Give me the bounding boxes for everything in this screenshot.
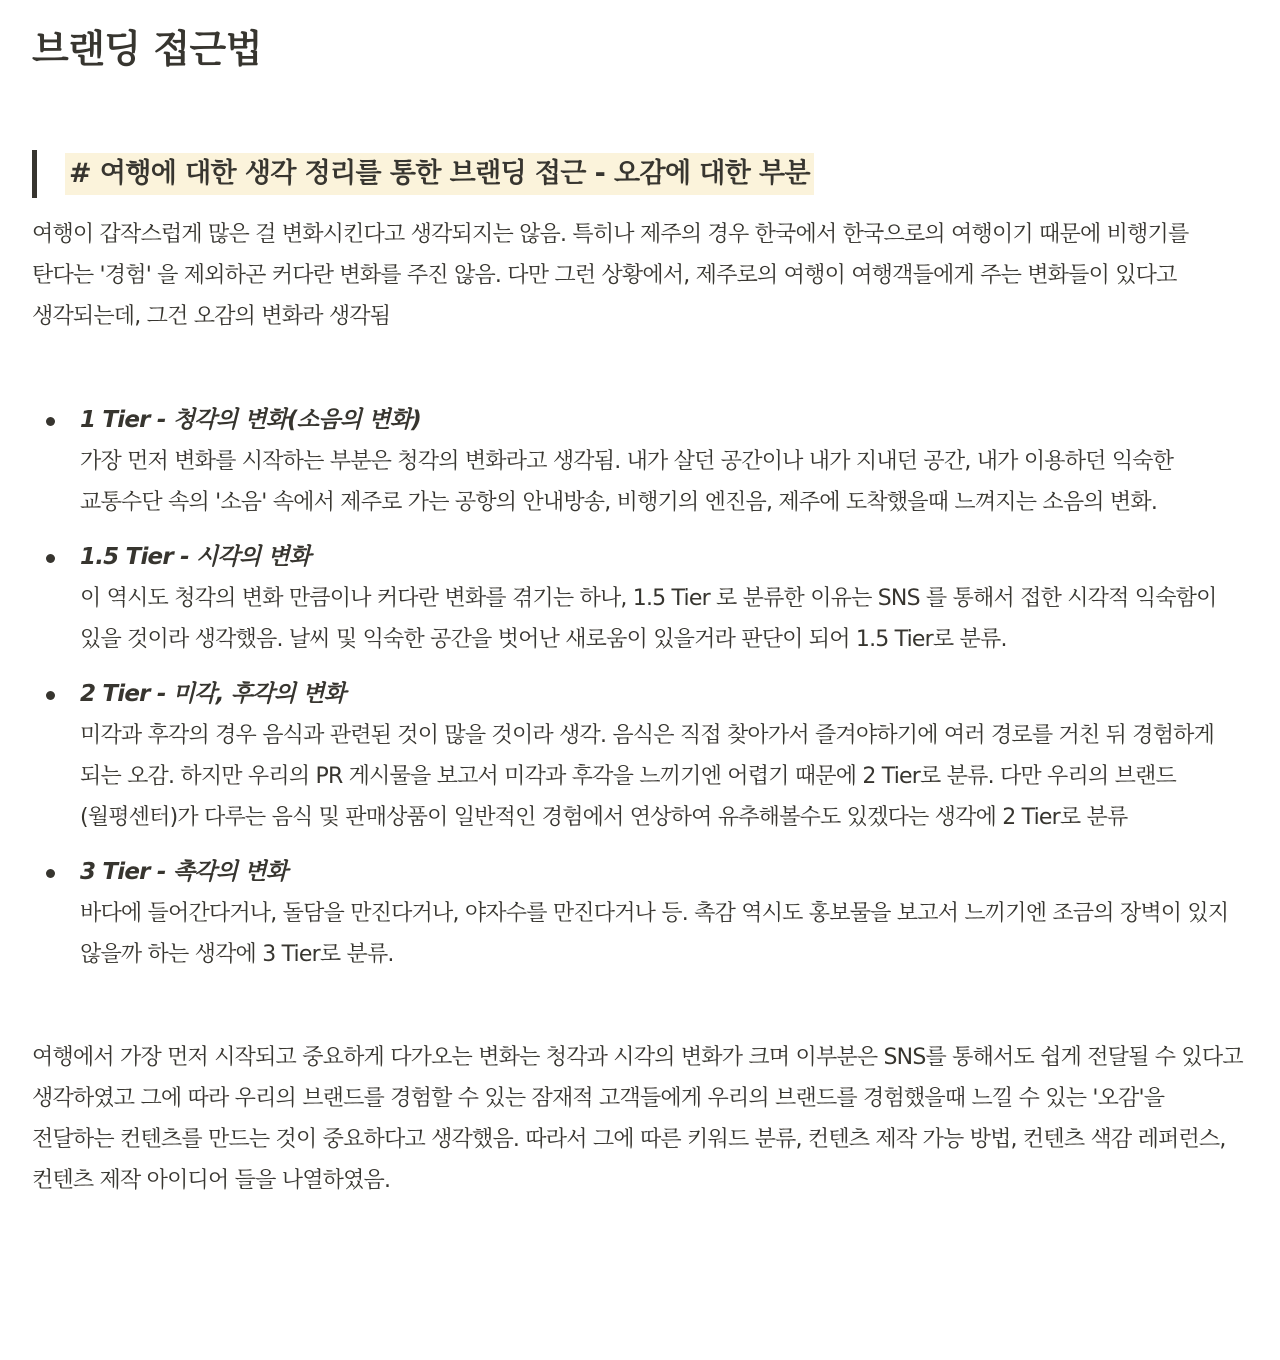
tier-description: 이 역시도 청각의 변화 만큼이나 커다란 변화를 겪기는 하나, 1.5 Tier 로 분류한 이유는 SNS 를 통해서 접한 시각적 익숙함이 있을 것이라 생각했음. 날씨 및 익숙한 공간을 벗어난 새로움이 있을거라 판단이 되어 1.5 Tier로 분류. <box>80 586 1217 652</box>
intro-paragraph: 여행이 갑작스럽게 많은 걸 변화시킨다고 생각되지는 않음. 특히나 제주의 경우 한국에서 한국으로의 여행이기 때문에 비행기를 탄다는 '경험' 을 제외하곤 커다란 변화를 주진 않음. 다만 그런 상황에서, 제주로의 여행이 여행객들에게 주는 변화들이 있다고 생각되는데, 그건 오감의 변화라 생각됨 <box>32 222 1189 329</box>
list-item <box>32 852 1247 975</box>
tier-list <box>32 400 1247 975</box>
tier-title: 1.5 Tier - 시각의 변화 <box>80 544 311 570</box>
tier-description: 바다에 들어간다거나, 돌담을 만진다거나, 야자수를 만진다거나 등. 촉감 역시도 홍보물을 보고서 느끼기엔 조금의 장벽이 있지 않을까 하는 생각에 3 Tier로 분류. <box>80 901 1229 967</box>
quote-text: # 여행에 대한 생각 정리를 통한 브랜딩 접근 - 오감에 대한 부분 <box>65 153 814 195</box>
bullet-icon <box>46 417 55 426</box>
bullet-icon <box>46 554 55 563</box>
list-item <box>32 674 1247 838</box>
conclusion-paragraph: 여행에서 가장 먼저 시작되고 중요하게 다가오는 변화는 청각과 시각의 변화가 크며 이부분은 SNS를 통해서도 쉽게 전달될 수 있다고 생각하였고 그에 따라 우리의 브랜드를 경험할 수 있는 잠재적 고객들에게 우리의 브랜드를 경험했을때 느낄 수 있는 '오감'을 전달하는 컨텐츠를 만드는 것이 중요하다고 생각했음. 따라서 그에 따른 키워드 분류, 컨텐츠 제작 가능 방법, 컨텐츠 색감 레퍼런스, 컨텐츠 제작 아이디어 들을 나열하였음. <box>32 1045 1243 1193</box>
tier-description: 미각과 후각의 경우 음식과 관련된 것이 많을 것이라 생각. 음식은 직접 찾아가서 즐겨야하기에 여러 경로를 거친 뒤 경험하게 되는 오감. 하지만 우리의 PR 게시물을 보고서 미각과 후각을 느끼기엔 어렵기 때문에 2 Tier로 분류. 다만 우리의 브랜드(월평센터)가 다루는 음식 및 판매상품이 일반적인 경험에서 연상하여 유추해볼수도 있겠다는 생각에 2 Tier로 분류 <box>80 723 1215 830</box>
document-page <box>32 22 1247 1201</box>
list-item <box>32 537 1247 660</box>
tier-title: 1 Tier - 청각의 변화(소음의 변화) <box>80 407 421 433</box>
page-title: 브랜딩 접근법 <box>32 27 262 71</box>
tier-title: 3 Tier - 촉각의 변화 <box>80 859 288 885</box>
bullet-icon <box>46 869 55 878</box>
bullet-icon <box>46 691 55 700</box>
tier-title: 2 Tier - 미각, 후각의 변화 <box>80 681 346 707</box>
tier-description: 가장 먼저 변화를 시작하는 부분은 청각의 변화라고 생각됨. 내가 살던 공간이나 내가 지내던 공간, 내가 이용하던 익숙한 교통수단 속의 '소음' 속에서 제주로 가는 공항의 안내방송, 비행기의 엔진음, 제주에 도착했을때 느껴지는 소음의 변화. <box>80 449 1174 515</box>
quote-block <box>32 150 1247 198</box>
list-item <box>32 400 1247 523</box>
